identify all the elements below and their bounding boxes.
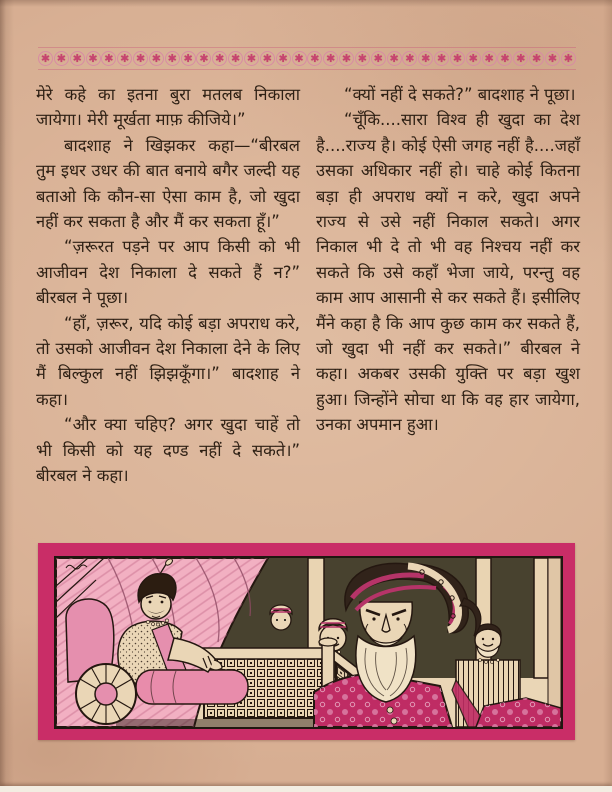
bolster-cushion — [136, 670, 248, 704]
story-paragraph: मेरे कहे का इतना बुरा मतलब निकाला जायेगा। मेरी मूर्खता माफ़ कीजिये।” — [36, 85, 300, 130]
flower-ornament-icon: ✱ — [497, 51, 512, 66]
flower-ornament-icon: ✱ — [466, 51, 481, 66]
flower-ornament-icon: ✱ — [529, 51, 544, 66]
story-paragraph: “क्यों नहीं दे सकते?” बादशाह ने पूछा। — [344, 85, 576, 104]
court-scene-drawing — [56, 558, 561, 727]
left-column — [36, 82, 300, 489]
flower-ornament-icon: ✱ — [117, 51, 132, 66]
right-column — [316, 82, 580, 489]
flower-ornament-icon: ✱ — [212, 51, 227, 66]
flower-ornament-icon: ✱ — [402, 51, 417, 66]
story-paragraph: “ज़रूरत पड़ने पर आप किसी को भी आजीवन देश निकाला दे सकते हैं न?” बीरबल ने पूछा। — [36, 237, 300, 308]
flower-ornament-icon: ✱ — [371, 51, 386, 66]
flower-ornament-icon: ✱ — [418, 51, 433, 66]
flower-ornament-icon: ✱ — [86, 51, 101, 66]
flower-ornament-icon: ✱ — [387, 51, 402, 66]
flower-ornament-icon: ✱ — [561, 51, 576, 66]
court-illustration-frame — [38, 543, 575, 740]
flower-ornament-icon: ✱ — [165, 51, 180, 66]
flower-ornament-icon: ✱ — [323, 51, 338, 66]
flower-ornament-icon: ✱ — [339, 51, 354, 66]
flower-ornament-icon: ✱ — [482, 51, 497, 66]
flower-ornament-icon: ✱ — [545, 51, 560, 66]
flower-ornament-icon: ✱ — [149, 51, 164, 66]
story-paragraph: “हाँ, ज़रूर, यदि कोई बड़ा अपराध करे, तो उसको आजीवन देश निकाला देने के लिए मैं बिल्कुल नहीं झिझकूँगा।” बादशाह ने कहा। — [36, 313, 300, 409]
flower-ornament-icon: ✱ — [101, 51, 116, 66]
story-text — [36, 82, 580, 489]
story-paragraph: “और क्या चहिए? अगर खुदा चाहें तो भी किसी को यह दण्ड नहीं दे सकते।” बीरबल ने कहा। — [36, 415, 300, 486]
flower-ornament-icon: ✱ — [70, 51, 85, 66]
courtier-head-small — [270, 605, 292, 630]
flower-ornament-icon: ✱ — [513, 51, 528, 66]
flower-ornament-icon: ✱ — [292, 51, 307, 66]
flower-ornament-icon: ✱ — [434, 51, 449, 66]
flower-ornament-icon: ✱ — [133, 51, 148, 66]
flower-ornament-icon: ✱ — [276, 51, 291, 66]
court-illustration — [54, 556, 563, 729]
flower-ornament-icon: ✱ — [307, 51, 322, 66]
story-paragraph: “चूँकि....सारा विश्व ही खुदा का देश है....राज्य है। कोई ऐसी जगह नहीं है....जहाँ उसका अधिकार नहीं हो। चाहे कोई कितना बड़ा ही अपराध क्यों न करे, खुदा अपने राज्य से उसे नहीं निकाल सकते। अगर निकाल भी दे तो भी वह निश्चय नहीं कर सकते कि उसे कहाँ भेजा जाये, परन्तु वह काम आप आसानी से कर सकते हैं। इसीलिए मैंने कहा है कि आप कुछ काम कर सकते हैं, जो खुदा भी नहीं कर सकते।” बीरबल ने कहा। अकबर उसकी युक्ति पर बड़ा खुश हुआ। जिन्होंने सोचा था कि वह हार जायेगा, उनका अपमान हुआ। — [316, 110, 580, 435]
story-paragraph: बादशाह ने खिझकर कहा—“बीरबल तुम इधर उधर की बात बनाये बगैर जल्दी यह बताओ कि कौन-सा ऐसा काम है, जो खुदा नहीं कर सकता है और मैं कर सकता हूँ।” — [36, 135, 300, 232]
flower-ornament-icon: ✱ — [355, 51, 370, 66]
ornament-band — [38, 47, 576, 70]
flower-ornament-icon: ✱ — [244, 51, 259, 66]
flower-ornament-icon: ✱ — [54, 51, 69, 66]
drum — [76, 664, 136, 724]
edge-pillar — [548, 558, 561, 727]
scan-edge-strip — [0, 786, 612, 792]
flower-ornament-icon: ✱ — [260, 51, 275, 66]
flower-ornament-icon: ✱ — [228, 51, 243, 66]
flower-ornament-icon: ✱ — [38, 51, 53, 66]
flower-ornament-icon: ✱ — [181, 51, 196, 66]
flower-ornament-icon: ✱ — [196, 51, 211, 66]
flower-ornament-icon: ✱ — [450, 51, 465, 66]
